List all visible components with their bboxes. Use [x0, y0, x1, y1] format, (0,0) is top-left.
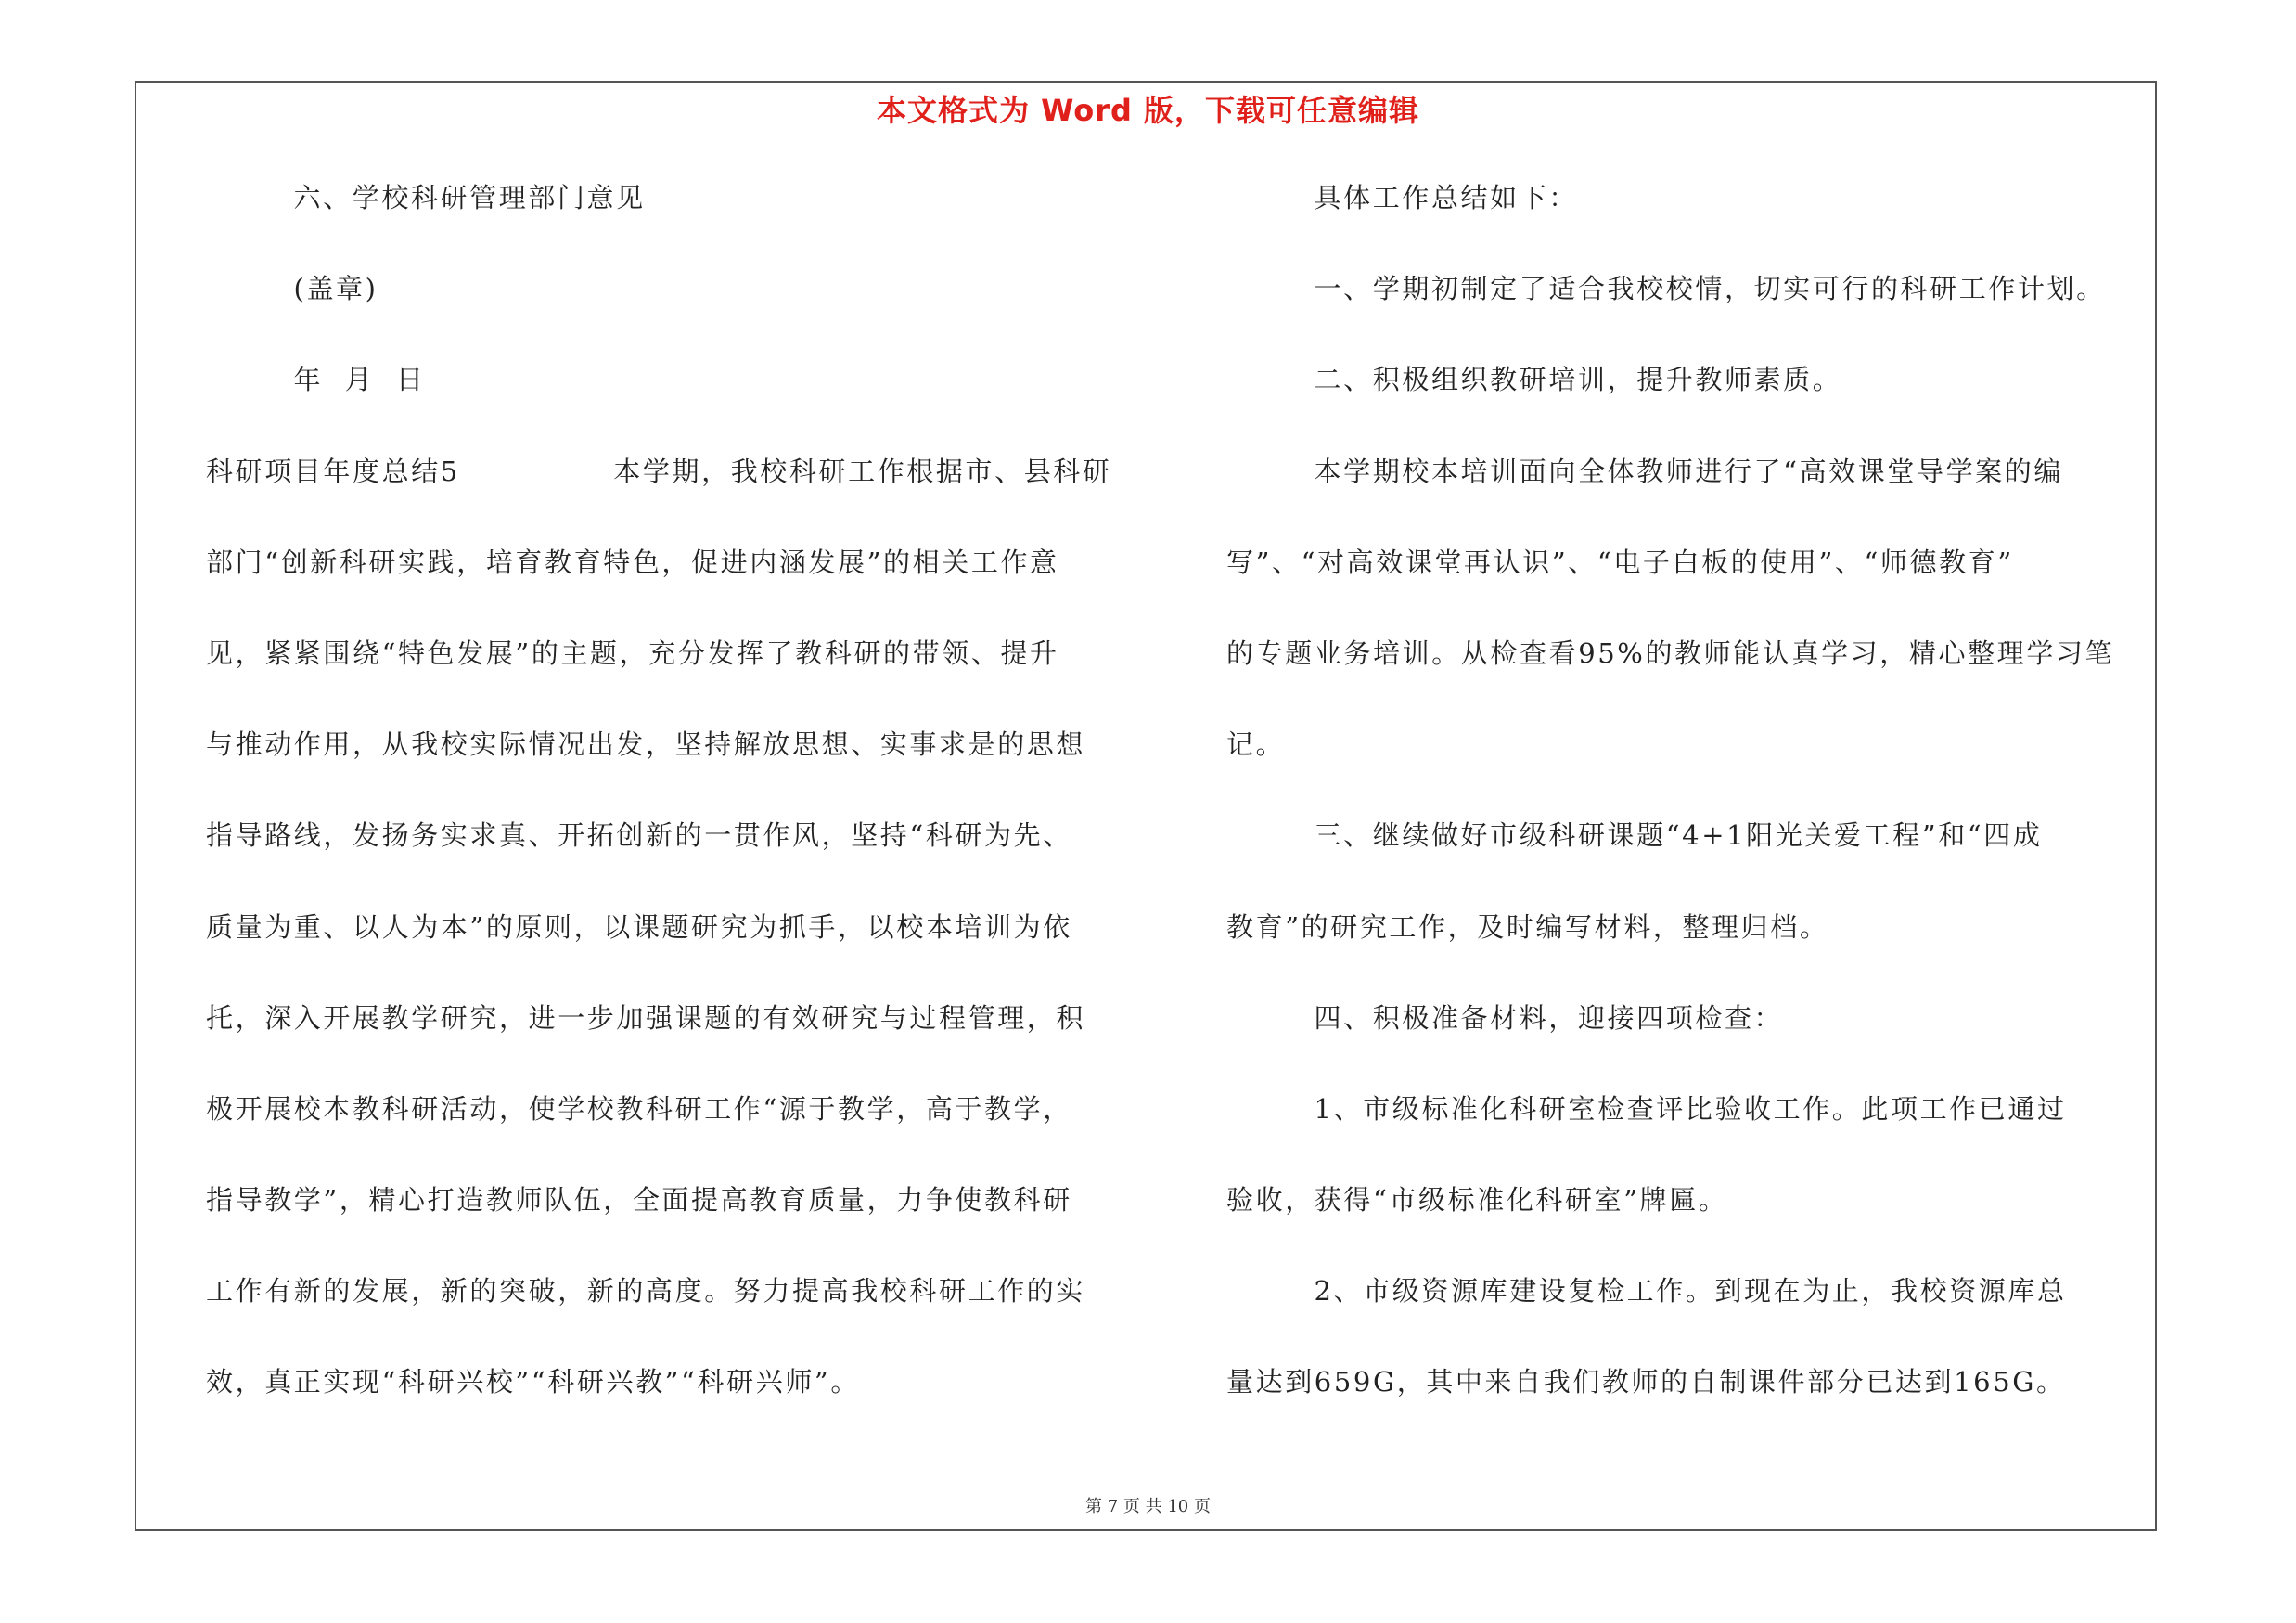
text-line: 见，紧紧围绕“特色发展”的主题，充分发挥了教科研的带领、提升	[206, 637, 1059, 669]
text-line: 指导路线，发扬务实求真、开拓创新的一贯作风，坚持“科研为先、	[206, 819, 1072, 852]
left-column	[206, 181, 1134, 1457]
text-line: 记。	[1226, 728, 1286, 761]
text-line: 四、积极准备材料，迎接四项检查：	[1226, 1001, 1784, 1034]
text-line: 与推动作用，从我校实际情况出发，坚持解放思想、实事求是的思想	[206, 728, 1086, 761]
page-number: 第 7 页 共 10 页	[1085, 1497, 1211, 1516]
text-line: 本学期校本培训面向全体教师进行了“高效课堂导学案的编	[1226, 455, 2063, 487]
text-line: 二、积极组织教研培训，提升教师素质。	[1226, 364, 1842, 396]
text-line: 2、市级资源库建设复检工作。到现在为止，我校资源库总	[1226, 1275, 2067, 1307]
format-banner: 本文格式为 Word 版，下载可任意编辑	[876, 93, 1420, 128]
text-line: 量达到659G，其中来自我们教师的自制课件部分已达到165G。	[1226, 1366, 2066, 1398]
text-line: 极开展校本教科研活动，使学校教科研工作“源于教学，高于教学，	[206, 1092, 1072, 1125]
text-line: 1、市级标准化科研室检查评比验收工作。此项工作已通过	[1226, 1092, 2067, 1125]
text-line: 写”、“对高效课堂再认识”、“电子白板的使用”、“师德教育”	[1226, 546, 2014, 578]
text-line: 年 月 日	[206, 364, 426, 396]
text-line: 部门“创新科研实践，培育教育特色，促进内涵发展”的相关工作意	[206, 546, 1059, 578]
text-line: (盖章)	[206, 273, 378, 305]
text-line: 托，深入开展教学研究，进一步加强课题的有效研究与过程管理，积	[206, 1001, 1086, 1034]
text-line: 效，真正实现“科研兴校”“科研兴教”“科研兴师”。	[206, 1366, 860, 1398]
text-line: 工作有新的发展，新的突破，新的高度。努力提高我校科研工作的实	[206, 1275, 1086, 1307]
text-line: 具体工作总结如下：	[1226, 182, 1578, 213]
text-line: 科研项目年度总结5 本学期，我校科研工作根据市、县科研	[206, 455, 1112, 487]
text-line: 六、学校科研管理部门意见	[206, 182, 646, 213]
text-line: 的专题业务培训。从检查看95%的教师能认真学习，精心整理学习笔	[1226, 637, 2115, 669]
text-line: 指导教学”，精心打造教师队伍，全面提高教育质量，力争使教科研	[206, 1184, 1072, 1217]
text-line: 三、继续做好市级科研课题“4+1阳光关爱工程”和“四成	[1226, 819, 2043, 852]
text-line: 一、学期初制定了适合我校校情，切实可行的科研工作计划。	[1226, 273, 2106, 305]
text-line: 质量为重、以人为本”的原则，以课题研究为抓手，以校本培训为依	[206, 910, 1072, 943]
text-line: 验收，获得“市级标准化科研室”牌匾。	[1226, 1184, 1728, 1217]
right-column	[1226, 181, 2154, 1457]
text-line: 教育”的研究工作，及时编写材料，整理归档。	[1226, 910, 1829, 943]
